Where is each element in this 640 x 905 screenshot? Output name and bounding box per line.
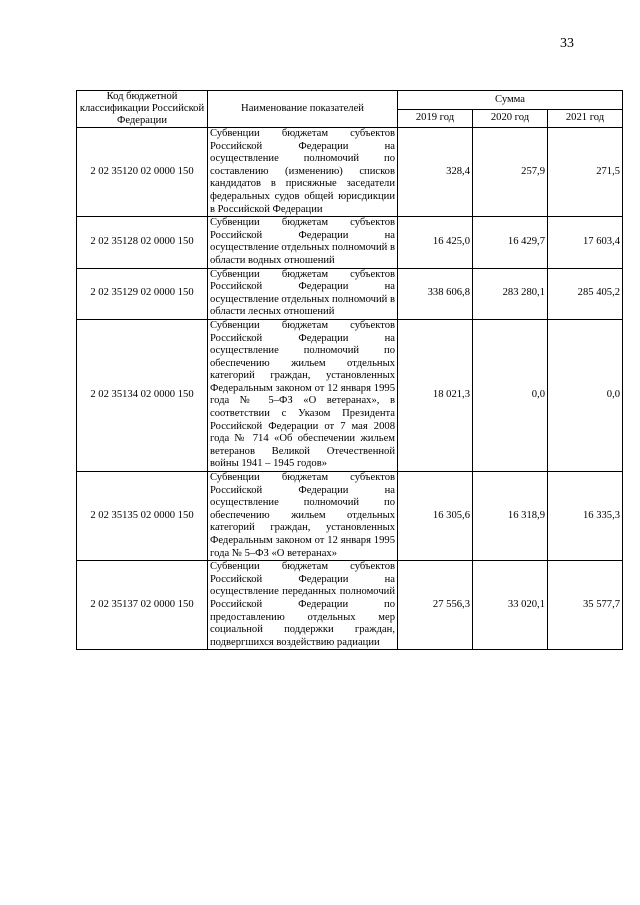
row-value-2019: 328,4 bbox=[398, 128, 473, 217]
row-code: 2 02 35134 02 0000 150 bbox=[77, 319, 208, 471]
table-row bbox=[77, 319, 623, 471]
row-code: 2 02 35137 02 0000 150 bbox=[77, 561, 208, 650]
row-value-2021: 35 577,7 bbox=[548, 561, 623, 650]
row-value-2020: 16 318,9 bbox=[473, 472, 548, 561]
row-name: Субвенции бюджетам субъектов Российской Федерации на осуществление полномочий по обеспечению жильем отдельных категорий граждан, установленных Федеральным законом от 12 января 1995 года № 5–ФЗ «О ветеранах» bbox=[208, 472, 398, 561]
row-value-2020: 33 020,1 bbox=[473, 561, 548, 650]
row-value-2020: 283 280,1 bbox=[473, 268, 548, 319]
row-value-2020: 257,9 bbox=[473, 128, 548, 217]
table-row bbox=[77, 217, 623, 268]
row-value-2021: 17 603,4 bbox=[548, 217, 623, 268]
row-value-2021: 0,0 bbox=[548, 319, 623, 471]
row-name: Субвенции бюджетам субъектов Российской Федерации на осуществление отдельных полномочий в области лесных отношений bbox=[208, 268, 398, 319]
row-code: 2 02 35120 02 0000 150 bbox=[77, 128, 208, 217]
row-value-2019: 27 556,3 bbox=[398, 561, 473, 650]
row-name: Субвенции бюджетам субъектов Российской Федерации на осуществление полномочий по составлению (изменению) списков кандидатов в присяжные заседатели федеральных судов общей юрисдикции в Российской Федерации bbox=[208, 128, 398, 217]
header-year-2021: 2021 год bbox=[548, 109, 623, 128]
budget-table bbox=[76, 90, 623, 650]
row-name: Субвенции бюджетам субъектов Российской Федерации на осуществление переданных полномочий Российской Федерации по предоставлению отдельных мер социальной поддержки граждан, подвергшихся воздействию радиации bbox=[208, 561, 398, 650]
header-year-2019: 2019 год bbox=[398, 109, 473, 128]
header-sum: Сумма bbox=[398, 91, 623, 110]
row-name: Субвенции бюджетам субъектов Российской Федерации на осуществление отдельных полномочий в области водных отношений bbox=[208, 217, 398, 268]
table-row bbox=[77, 561, 623, 650]
header-code: Код бюджетной классификации Российской Федерации bbox=[77, 91, 208, 128]
table-row bbox=[77, 472, 623, 561]
header-year-2020: 2020 год bbox=[473, 109, 548, 128]
row-value-2019: 16 305,6 bbox=[398, 472, 473, 561]
row-value-2020: 16 429,7 bbox=[473, 217, 548, 268]
row-code: 2 02 35129 02 0000 150 bbox=[77, 268, 208, 319]
page-number: 33 bbox=[560, 36, 574, 51]
row-code: 2 02 35135 02 0000 150 bbox=[77, 472, 208, 561]
table-row bbox=[77, 128, 623, 217]
table-header bbox=[77, 91, 623, 128]
row-value-2019: 338 606,8 bbox=[398, 268, 473, 319]
header-name: Наименование показателей bbox=[208, 91, 398, 128]
row-value-2021: 285 405,2 bbox=[548, 268, 623, 319]
row-value-2021: 16 335,3 bbox=[548, 472, 623, 561]
row-value-2021: 271,5 bbox=[548, 128, 623, 217]
row-value-2019: 18 021,3 bbox=[398, 319, 473, 471]
row-name: Субвенции бюджетам субъектов Российской Федерации на осуществление полномочий по обеспечению жильем отдельных категорий граждан, установленных Федеральным законом от 12 января 1995 года № 5–ФЗ «О ветеранах», в соответствии с Указом Президента Российской Федерации от 7 мая 2008 года № 714 «Об обеспечении жильем ветеранов Великой Отечественной войны 1941 – 1945 годов» bbox=[208, 319, 398, 471]
row-value-2019: 16 425,0 bbox=[398, 217, 473, 268]
table-row bbox=[77, 268, 623, 319]
row-value-2020: 0,0 bbox=[473, 319, 548, 471]
row-code: 2 02 35128 02 0000 150 bbox=[77, 217, 208, 268]
